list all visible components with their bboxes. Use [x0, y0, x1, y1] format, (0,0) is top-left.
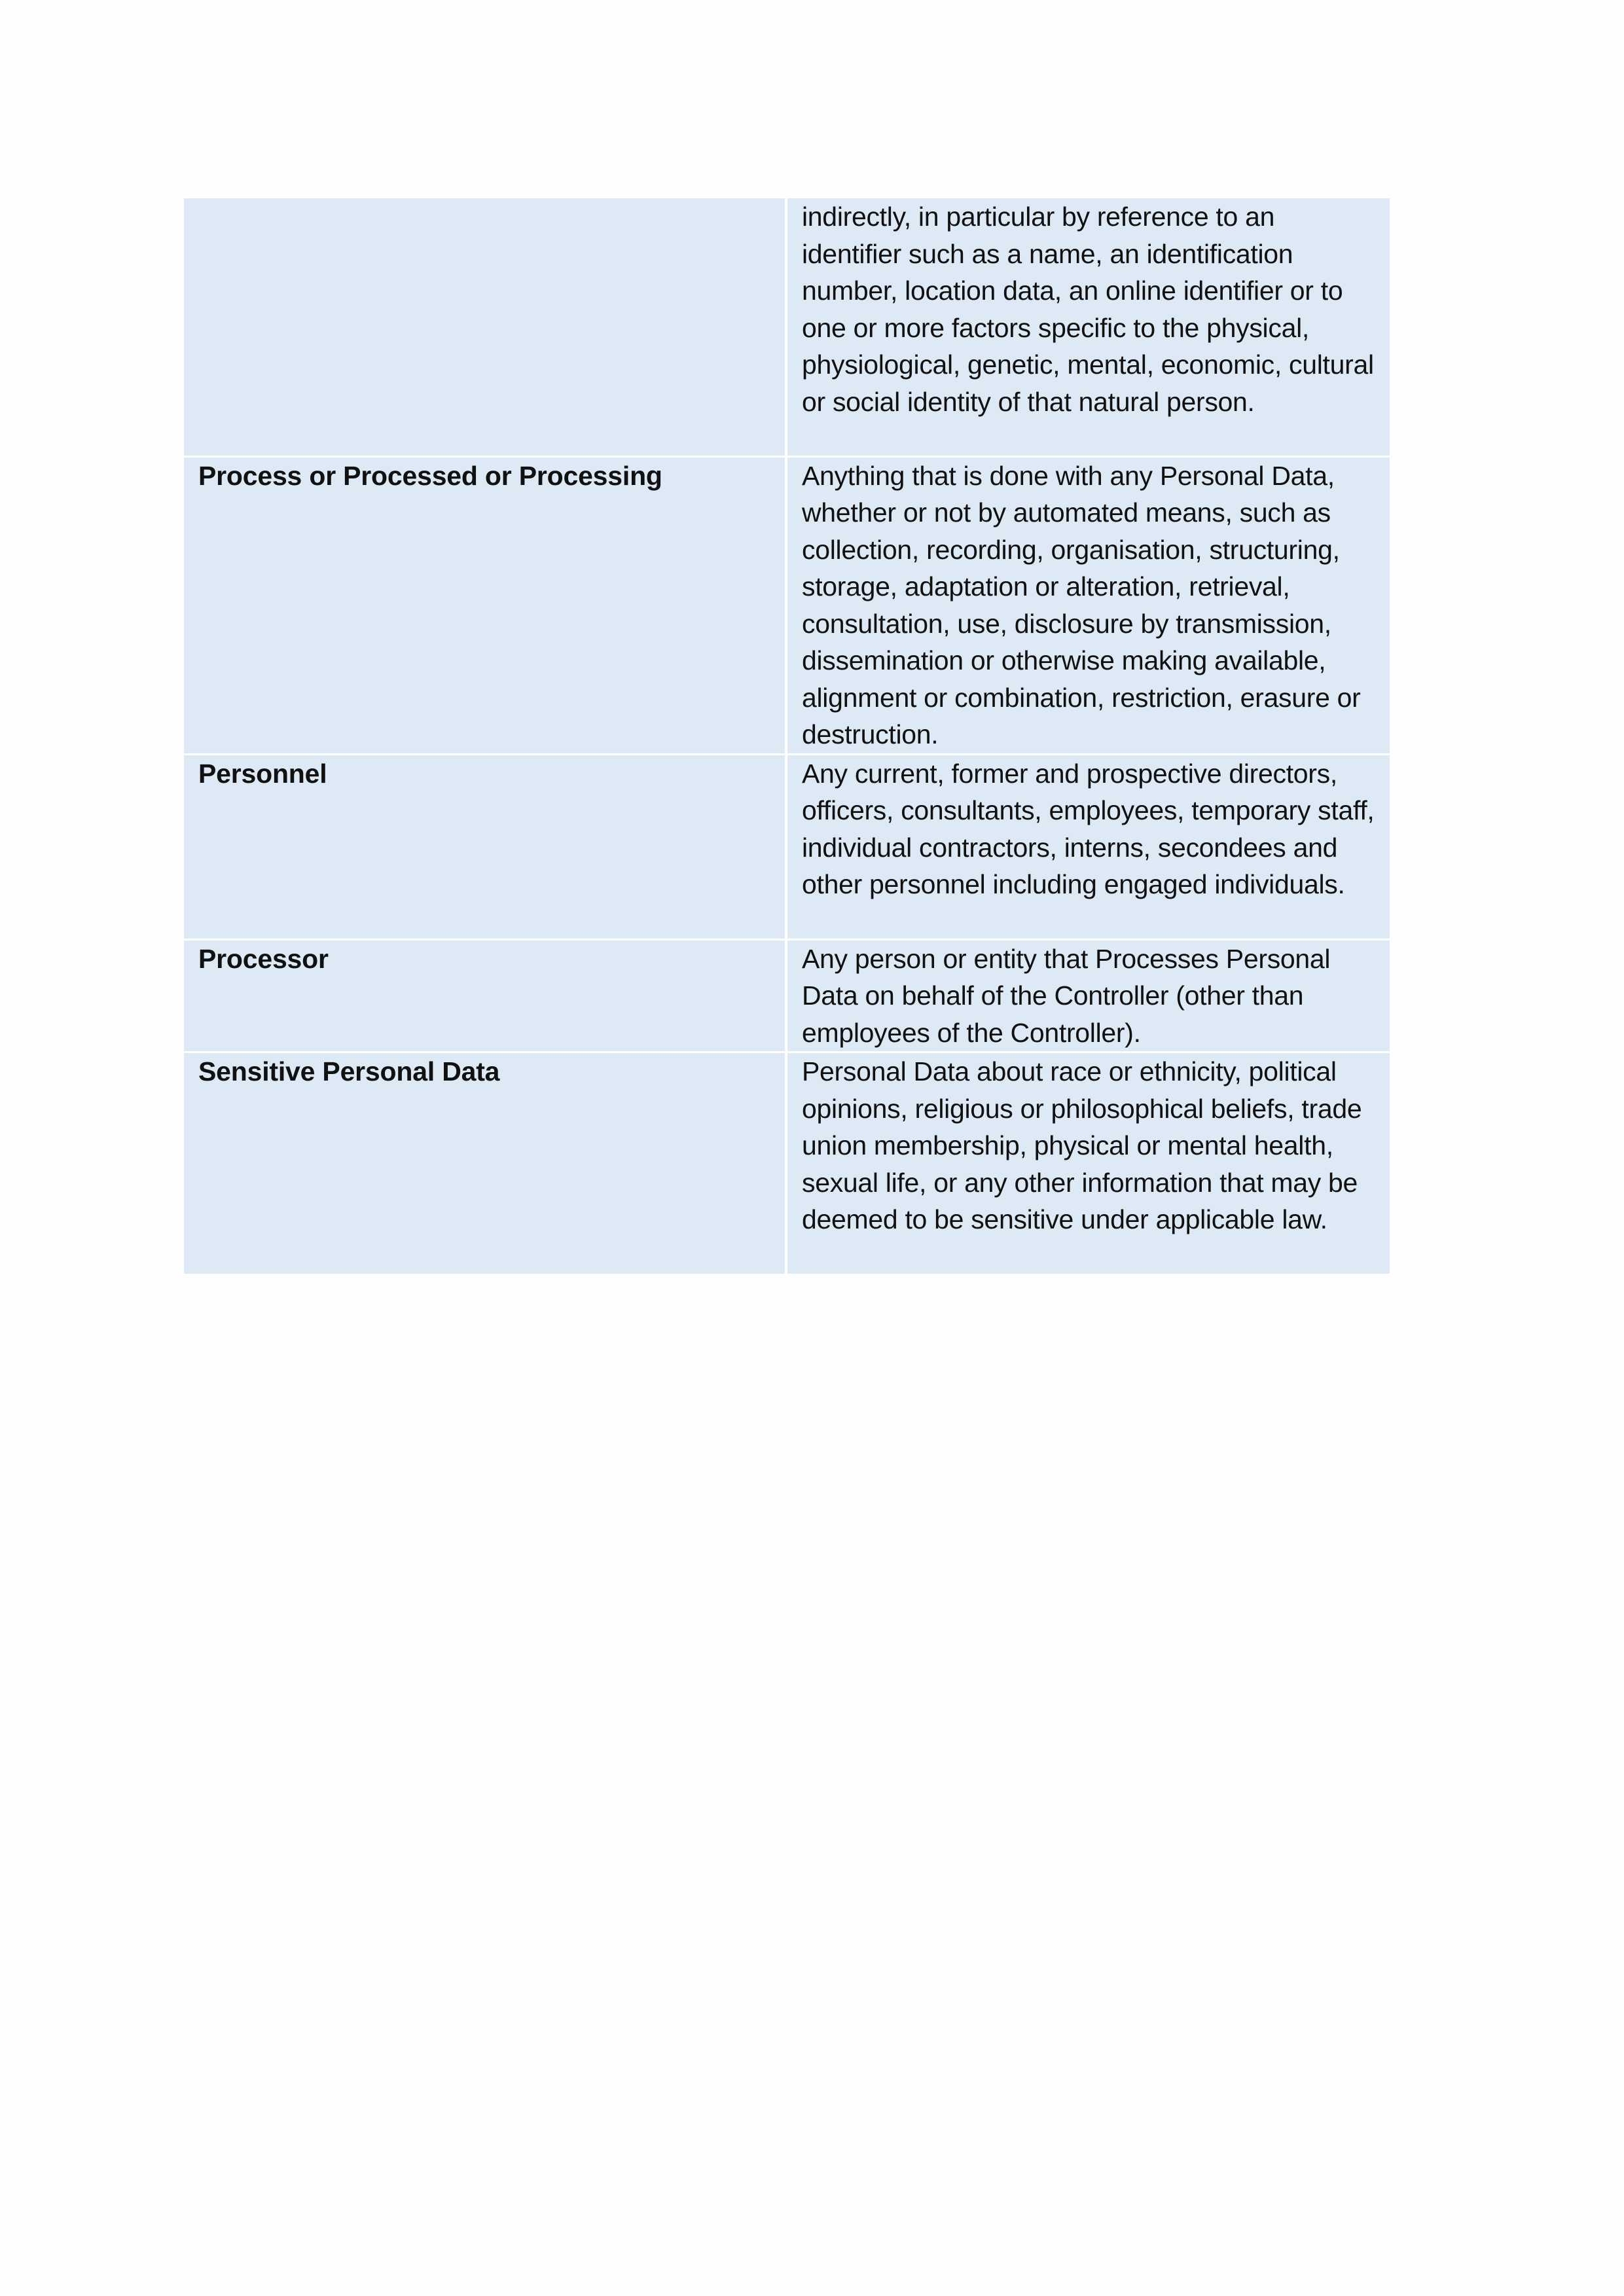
definition-cell: Any current, former and prospective directors, officers, consultants, employees, temporary staff, individual contractors, interns, secondees and other personnel including engaged individuals.	[786, 754, 1390, 939]
term-cell: Personnel	[184, 754, 786, 939]
table-row	[184, 456, 1390, 754]
table-row	[184, 754, 1390, 939]
table-row	[184, 939, 1390, 1052]
term-cell: Sensitive Personal Data	[184, 1052, 786, 1274]
definition-cell: Any person or entity that Processes Personal Data on behalf of the Controller (other than employees of the Controller).	[786, 939, 1390, 1052]
term-cell: Processor	[184, 939, 786, 1052]
table-row	[184, 1052, 1390, 1274]
term-cell: Process or Processed or Processing	[184, 456, 786, 754]
table-row	[184, 198, 1390, 456]
definition-cell: Anything that is done with any Personal Data, whether or not by automated means, such as collection, recording, organisation, structuring, storage, adaptation or alteration, retrieval, consultation, use, disclosure by transmission, dissemination or otherwise making available, alignment or combination, restriction, erasure or destruction.	[786, 456, 1390, 754]
definition-cell: Personal Data about race or ethnicity, political opinions, religious or philosophical beliefs, trade union membership, physical or mental health, sexual life, or any other information that may be deemed to be sensitive under applicable law.	[786, 1052, 1390, 1274]
definitions-table	[184, 198, 1390, 1274]
definition-cell: indirectly, in particular by reference to an identifier such as a name, an identification number, location data, an online identifier or to one or more factors specific to the physical, physiological, genetic, mental, economic, cultural or social identity of that natural person.	[786, 198, 1390, 456]
term-cell	[184, 198, 786, 456]
